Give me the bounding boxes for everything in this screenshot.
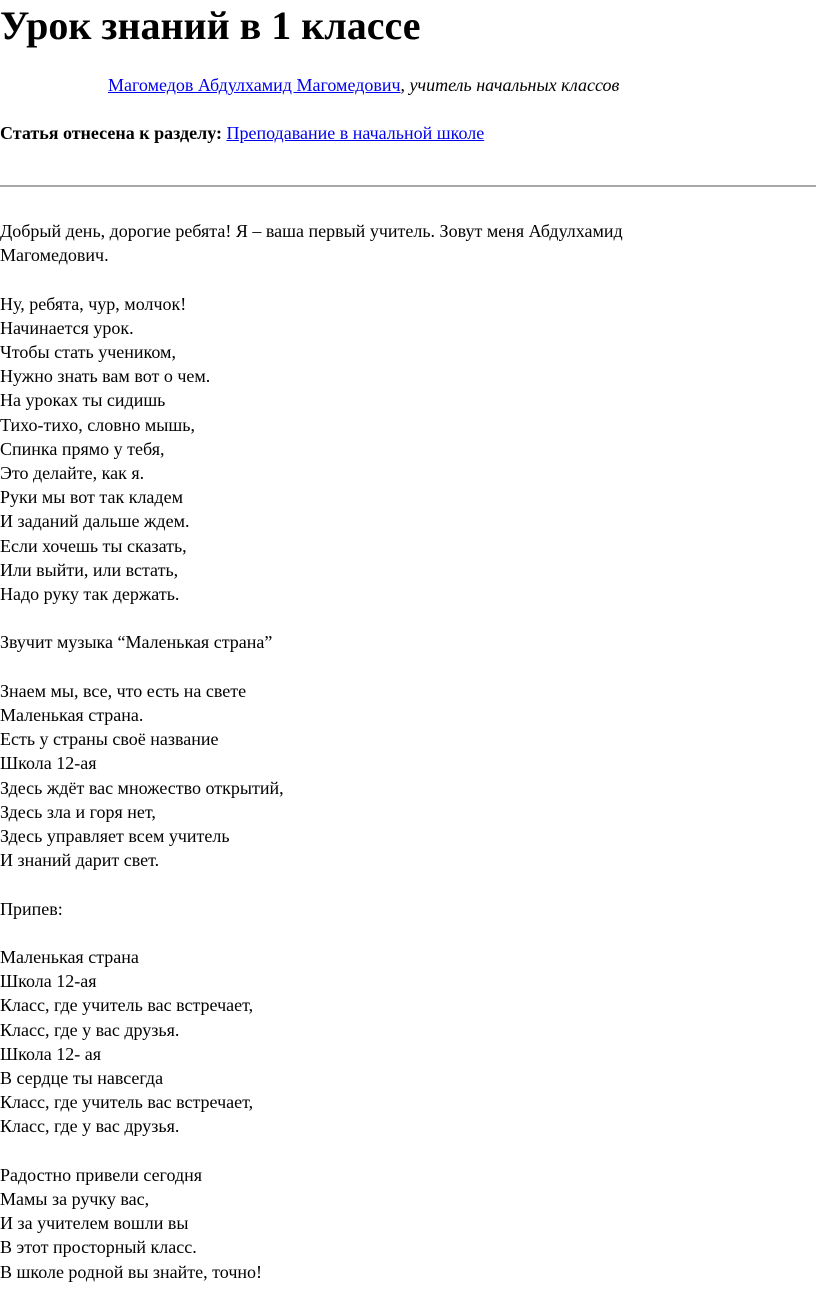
- text-line: Магомедович.: [0, 245, 109, 266]
- text-line: Класс, где учитель вас встречает,: [0, 1092, 254, 1113]
- section-link[interactable]: Преподавание в начальной школе: [226, 123, 485, 143]
- text-line: Маленькая страна.: [0, 705, 144, 726]
- author-separator: ,: [400, 75, 406, 95]
- text-line: Нужно знать вам вот о чем.: [0, 366, 211, 387]
- text-line: Мамы за ручку вас,: [0, 1189, 150, 1210]
- section-label: Статья отнесена к разделу:: [0, 123, 222, 143]
- text-line: Спинка прямо у тебя,: [0, 438, 165, 459]
- article-body: [0, 219, 810, 1308]
- text-line: Это делайте, как я.: [0, 463, 145, 484]
- text-line: Знаем мы, все, что есть на свете: [0, 680, 247, 701]
- author-role: учитель начальных классов: [409, 75, 620, 95]
- text-line: В школе родной вы знайте, точно!: [0, 1261, 262, 1282]
- text-line: Класс, где учитель вас встречает,: [0, 995, 254, 1016]
- text-line: Класс, где у вас друзья.: [0, 1116, 180, 1137]
- text-line: Тихо-тихо, словно мышь,: [0, 414, 195, 435]
- text-line: Маленькая страна: [0, 947, 139, 968]
- text-line: Добрый день, дорогие ребята! Я – ваша первый учитель. Зовут меня Абдулхамид: [0, 221, 623, 241]
- text-line: На уроках ты сидишь: [0, 390, 166, 411]
- text-line: Ну, ребята, чур, молчок!: [0, 293, 187, 314]
- paragraph: [0, 679, 810, 873]
- text-line: Здесь ждёт вас множество открытий,: [0, 777, 284, 798]
- section-line: [0, 121, 484, 145]
- text-line: Есть у страны своё название: [0, 729, 219, 750]
- divider: [0, 185, 816, 187]
- text-line: Чтобы стать учеником,: [0, 342, 176, 362]
- text-line: Школа 12-ая: [0, 753, 97, 774]
- text-line: Начинается урок.: [0, 317, 134, 338]
- text-line: Класс, где у вас друзья.: [0, 1019, 180, 1040]
- paragraph: [0, 219, 810, 267]
- text-line: В сердце ты навсегда: [0, 1068, 164, 1089]
- author-line: [108, 73, 619, 97]
- text-line: Здесь управляет всем учитель: [0, 826, 230, 847]
- paragraph: [0, 630, 810, 654]
- text-line: Если хочешь ты сказать,: [0, 535, 187, 556]
- paragraph: [0, 1163, 810, 1284]
- text-line: Школа 12- ая: [0, 1043, 101, 1064]
- text-line: Руки мы вот так кладем: [0, 487, 183, 508]
- text-line: Школа 12-ая: [0, 971, 97, 992]
- text-line: И знаний дарит свет.: [0, 850, 160, 871]
- text-line: В этот просторный класс.: [0, 1237, 197, 1258]
- text-line: И заданий дальше ждем.: [0, 511, 190, 532]
- text-line: Припев:: [0, 898, 63, 919]
- page-title: Урок знаний в 1 классе: [0, 3, 421, 48]
- text-line: Звучит музыка “Маленькая страна”: [0, 632, 273, 653]
- author-link[interactable]: Магомедов Абдулхамид Магомедович: [108, 75, 401, 95]
- paragraph: [0, 292, 810, 607]
- paragraph: [0, 945, 810, 1139]
- text-line: Радостно привели сегодня: [0, 1164, 203, 1185]
- text-line: Надо руку так держать.: [0, 584, 180, 605]
- paragraph: [0, 897, 810, 921]
- text-line: И за учителем вошли вы: [0, 1213, 189, 1234]
- text-line: Здесь зла и горя нет,: [0, 801, 156, 822]
- text-line: Или выйти, или встать,: [0, 559, 179, 580]
